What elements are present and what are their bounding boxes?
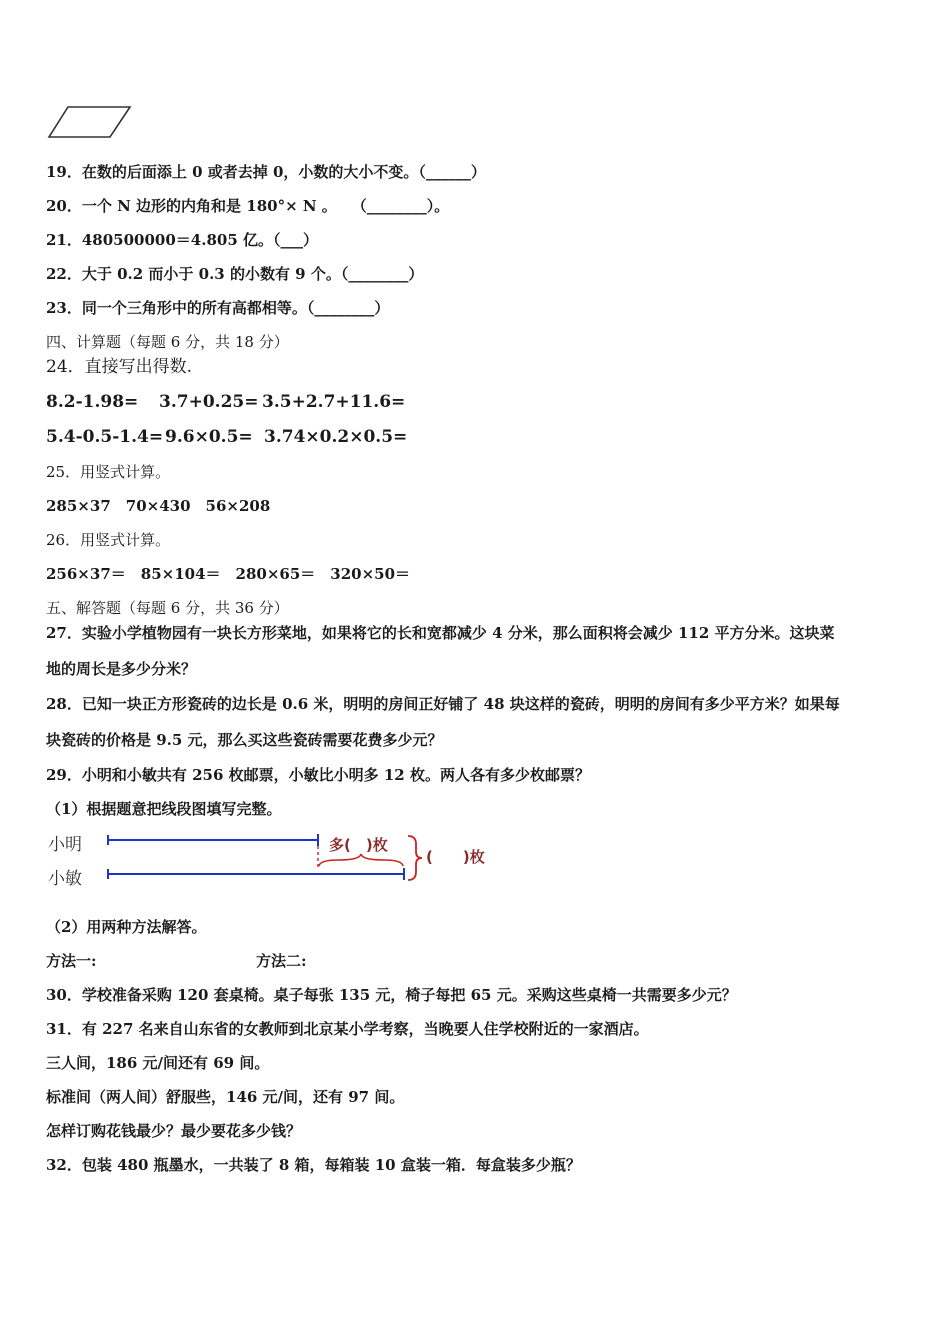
method-one: 方法一: — [46, 952, 97, 970]
question-24: 24．直接写出得数. — [46, 357, 193, 377]
method-two: 方法二: — [256, 952, 307, 970]
question-29-part-1: （1）根据题意把线段图填写完整。 — [46, 800, 282, 818]
question-19: 19．在数的后面添上 0 或者去掉 0，小数的大小不变。（______） — [46, 163, 486, 181]
question-31-line-4: 怎样订购花钱最少？最少要花多少钱？ — [46, 1122, 302, 1140]
question-27-line-1: 27．实验小学植物园有一块长方形菜地，如果将它的长和宽都减少 4 分米，那么面积将会减少 112 平方分米。这块菜 — [46, 624, 835, 642]
question-21: 21．480500000＝4.805 亿。（___） — [46, 231, 319, 249]
question-20: 20．一个 N 边形的内角和是 180°× N 。 （________）。 — [46, 197, 450, 215]
xiaomin-segment — [108, 868, 404, 880]
segment-diagram — [46, 826, 516, 890]
question-31-line-3: 标准间（两人间）舒服些，146 元/间，还有 97 间。 — [46, 1088, 405, 1106]
question-29: 29．小明和小敏共有 256 枚邮票，小敏比小明多 12 枚。两人各有多少枚邮票？ — [46, 766, 590, 784]
calc-item: 3.7+0.25= — [159, 392, 259, 412]
section-5-heading: 五、解答题（每题 6 分，共 36 分） — [46, 599, 289, 617]
xiaoming-segment — [108, 834, 318, 846]
calc-row-1 — [46, 392, 405, 412]
question-29-part-2: （2）用两种方法解答。 — [46, 918, 207, 936]
question-26: 26．用竖式计算。 — [46, 531, 171, 549]
question-22: 22．大于 0.2 而小于 0.3 的小数有 9 个。（________） — [46, 265, 424, 283]
question-28-line-1: 28．已知一块正方形瓷砖的边长是 0.6 米，明明的房间正好铺了 48 块这样的瓷砖，明明的房间有多少平方米？如果每 — [46, 695, 840, 713]
more-label: 多( )枚 — [329, 836, 388, 854]
calc-item: 9.6×0.5= — [165, 427, 253, 447]
question-31-line-2: 三人间，186 元/间还有 69 间。 — [46, 1054, 270, 1072]
question-32: 32．包装 480 瓶墨水，一共装了 8 箱，每箱装 10 盒装一箱．每盒装多少瓶？ — [46, 1156, 581, 1174]
calc-item: 5.4-0.5-1.4= — [46, 427, 164, 447]
calc-row-2 — [46, 427, 407, 447]
question-28-line-2: 块瓷砖的价格是 9.5 元，那么买这些瓷砖需要花费多少元？ — [46, 731, 443, 749]
small-brace — [319, 854, 403, 866]
calc-item: 8.2-1.98= — [46, 392, 139, 412]
section-4-heading: 四、计算题（每题 6 分，共 18 分） — [46, 333, 289, 351]
question-25: 25．用竖式计算。 — [46, 463, 171, 481]
question-23: 23．同一个三角形中的所有高都相等。（________） — [46, 299, 390, 317]
total-label: ( )枚 — [426, 848, 485, 866]
question-25-items: 285×37 70×430 56×208 — [46, 497, 271, 515]
question-31: 31．有 227 名来自山东省的女教师到北京某小学考察，当晚要人住学校附近的一家酒店。 — [46, 1020, 649, 1038]
question-30: 30．学校准备采购 120 套桌椅。桌子每张 135 元，椅子每把 65 元。采购这些桌椅一共需要多少元？ — [46, 986, 737, 1004]
parallelogram-figure — [46, 104, 136, 140]
calc-item: 3.5+2.7+11.6= — [262, 392, 406, 412]
label-xiaomin: 小敏 — [48, 869, 82, 889]
calc-item: 3.74×0.2×0.5= — [264, 427, 408, 447]
label-xiaoming: 小明 — [48, 835, 82, 855]
question-27-line-2: 地的周长是多少分米？ — [46, 660, 197, 678]
big-brace — [408, 836, 422, 880]
question-26-items: 256×37＝ 85×104＝ 280×65＝ 320×50＝ — [46, 565, 411, 583]
